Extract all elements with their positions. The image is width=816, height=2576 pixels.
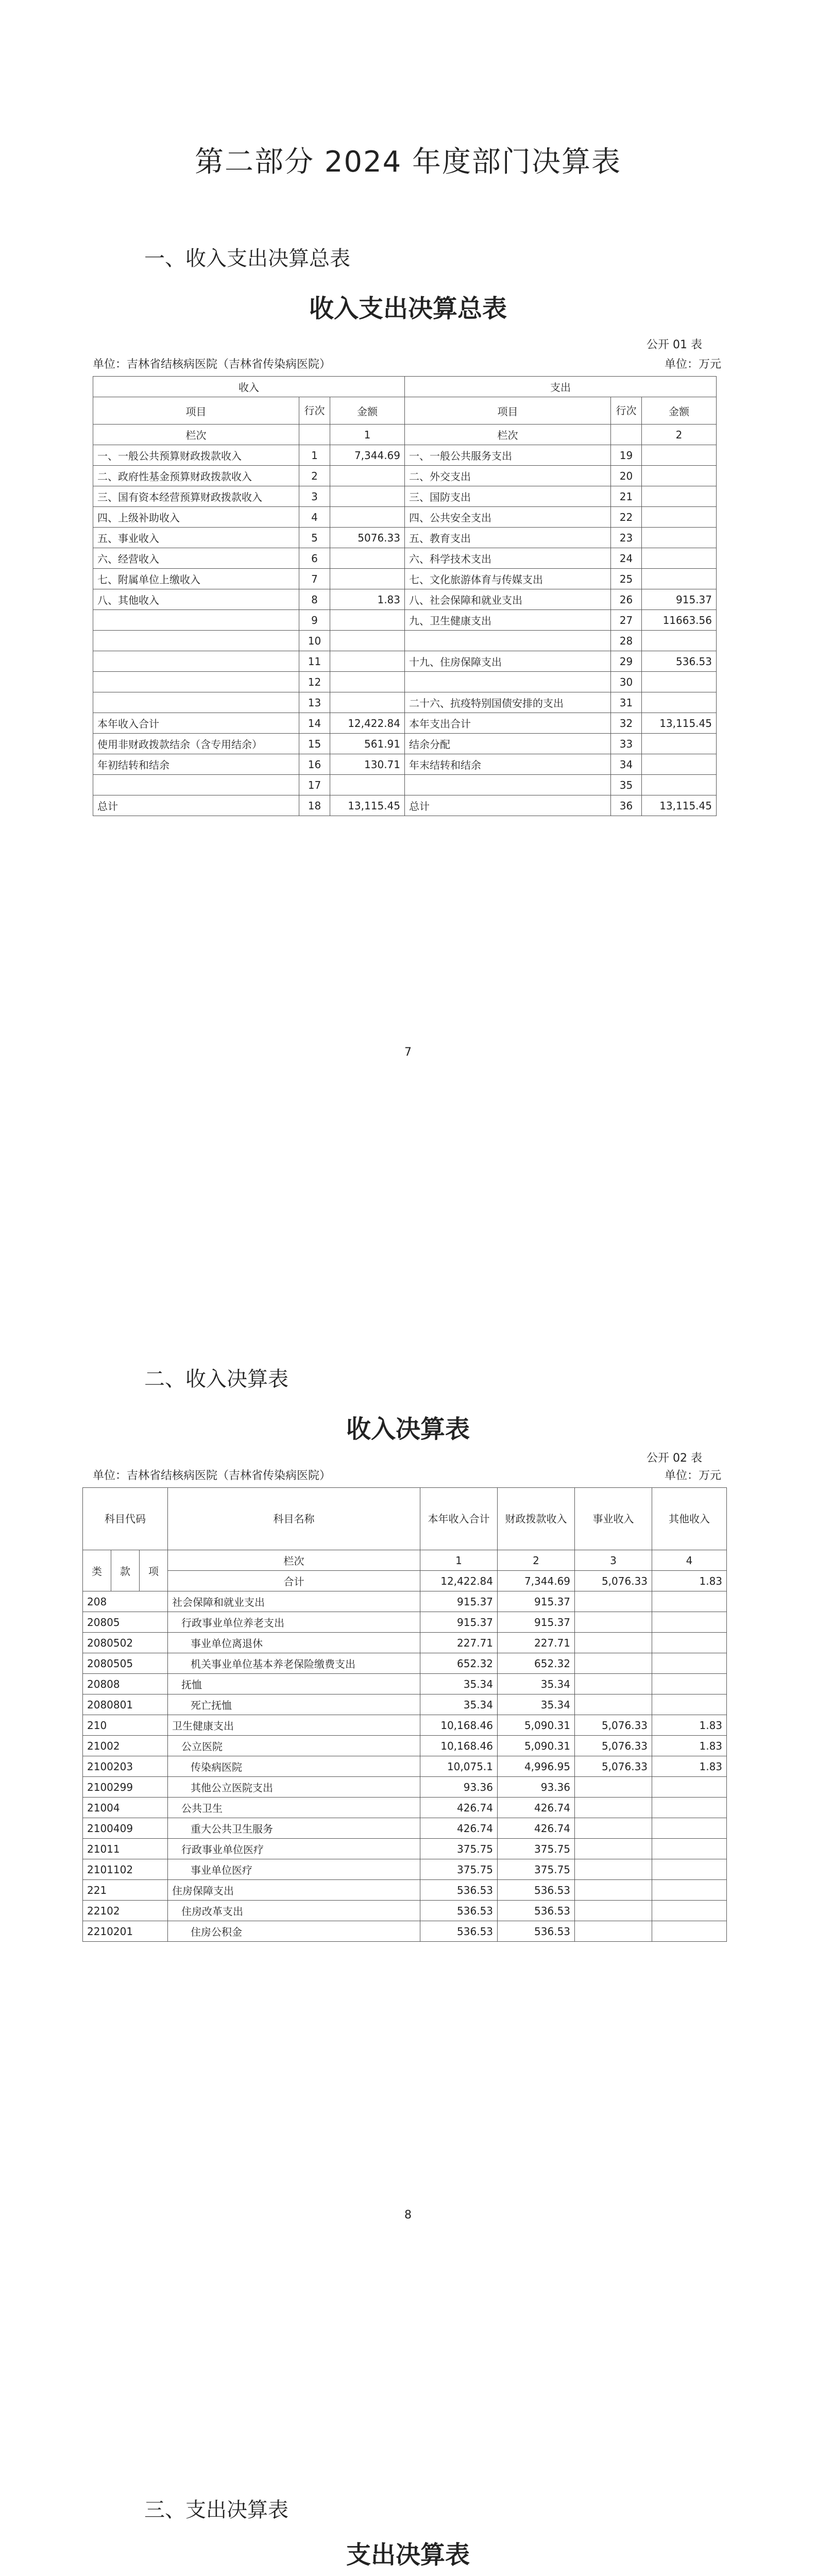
subject-name: 住房公积金 (168, 1921, 420, 1942)
total-value: 1.83 (652, 1571, 727, 1591)
subject-code: 2080801 (83, 1694, 168, 1715)
expense-row-number: 30 (611, 672, 642, 692)
other-income-value (652, 1591, 727, 1612)
income-row-number: 13 (299, 692, 330, 713)
expense-item: 五、教育支出 (405, 528, 611, 548)
total-income-value: 536.53 (420, 1901, 498, 1921)
income-row-number: 14 (299, 713, 330, 734)
subject-name: 传染病医院 (168, 1756, 420, 1777)
total-income-value: 426.74 (420, 1798, 498, 1818)
table-row (93, 672, 717, 692)
expense-row-number: 24 (611, 548, 642, 569)
total-income-value: 375.75 (420, 1839, 498, 1859)
expense-amount (642, 692, 717, 713)
total-label: 合计 (168, 1571, 420, 1591)
total-value: 12,422.84 (420, 1571, 498, 1591)
income-row-number: 12 (299, 672, 330, 692)
column-number: 2 (498, 1550, 575, 1571)
total-income-value: 10,075.1 (420, 1756, 498, 1777)
business-income-value (575, 1901, 652, 1921)
income-item: 使用非财政拨款结余（含专用结余） (93, 734, 299, 754)
page-2 (0, 1141, 816, 2287)
table-row (93, 631, 717, 651)
section-heading-income: 二、收入决算表 (144, 1367, 288, 1391)
income-row-number: 17 (299, 775, 330, 795)
expense-item: 二、外交支出 (405, 466, 611, 486)
unit-label: 单位：吉林省结核病医院（吉林省传染病医院） (93, 1469, 331, 1482)
income-item: 四、上级补助收入 (93, 507, 299, 528)
expense-item: 总计 (405, 795, 611, 816)
business-income-value (575, 1859, 652, 1880)
business-income-value (575, 1798, 652, 1818)
col-header-expense-row: 行次 (611, 397, 642, 425)
column-number-label: 栏次 (93, 425, 299, 445)
subject-name: 事业单位离退休 (168, 1633, 420, 1653)
expense-item: 二十六、抗疫特别国债安排的支出 (405, 692, 611, 713)
expense-amount (642, 507, 717, 528)
table-row (83, 1653, 727, 1674)
total-income-value: 375.75 (420, 1859, 498, 1880)
subject-name: 公共卫生 (168, 1798, 420, 1818)
income-item (93, 651, 299, 672)
table-row (83, 1921, 727, 1942)
expense-row-number: 26 (611, 589, 642, 610)
income-item (93, 692, 299, 713)
fiscal-income-value: 426.74 (498, 1818, 575, 1839)
income-amount (330, 692, 405, 713)
table-title-expense: 支出决算表 (346, 2540, 470, 2569)
business-income-value (575, 1818, 652, 1839)
other-income-value: 1.83 (652, 1715, 727, 1736)
column-number: 1 (330, 425, 405, 445)
income-final-accounts-table (82, 1487, 727, 1942)
col-header-name: 科目名称 (168, 1488, 420, 1550)
table-row (83, 1694, 727, 1715)
total-income-value: 10,168.46 (420, 1736, 498, 1756)
business-income-value (575, 1777, 652, 1798)
subject-name: 重大公共卫生服务 (168, 1818, 420, 1839)
col-header-income-amount: 金额 (330, 397, 405, 425)
fiscal-income-value: 426.74 (498, 1798, 575, 1818)
subject-code: 20808 (83, 1674, 168, 1694)
page-number: 7 (404, 1046, 412, 1059)
other-income-value (652, 1880, 727, 1901)
income-row-number: 5 (299, 528, 330, 548)
page-3 (0, 2287, 816, 2576)
section-heading-income-expense-summary: 一、收入支出决算总表 (144, 247, 350, 270)
page-number: 8 (404, 2209, 412, 2222)
col-header-code: 科目代码 (83, 1488, 168, 1550)
subject-name: 行政事业单位医疗 (168, 1839, 420, 1859)
income-amount: 13,115.45 (330, 795, 405, 816)
expense-row-number: 20 (611, 466, 642, 486)
income-item: 本年收入合计 (93, 713, 299, 734)
total-income-value: 93.36 (420, 1777, 498, 1798)
other-income-value (652, 1694, 727, 1715)
expense-item: 十九、住房保障支出 (405, 651, 611, 672)
subject-code: 22102 (83, 1901, 168, 1921)
expense-row-number: 34 (611, 754, 642, 775)
fiscal-income-value: 536.53 (498, 1921, 575, 1942)
income-row-number: 2 (299, 466, 330, 486)
money-unit-label: 单位：万元 (665, 1469, 722, 1482)
business-income-value (575, 1612, 652, 1633)
table-row (93, 589, 717, 610)
total-income-value: 652.32 (420, 1653, 498, 1674)
table-row (93, 754, 717, 775)
table-title-income: 收入决算表 (346, 1415, 470, 1444)
income-expense-summary-table (93, 376, 717, 816)
col-header-other-income: 其他收入 (652, 1488, 727, 1550)
expense-amount (642, 548, 717, 569)
column-number: 2 (642, 425, 717, 445)
income-item: 六、经营收入 (93, 548, 299, 569)
col-header-income-row: 行次 (299, 397, 330, 425)
income-row-number: 9 (299, 610, 330, 631)
fiscal-income-value: 4,996.95 (498, 1756, 575, 1777)
income-row-number: 6 (299, 548, 330, 569)
expense-amount: 11663.56 (642, 610, 717, 631)
table-row (93, 528, 717, 548)
expense-item (405, 672, 611, 692)
business-income-value (575, 1694, 652, 1715)
other-income-value (652, 1839, 727, 1859)
expense-amount: 536.53 (642, 651, 717, 672)
expense-amount: 13,115.45 (642, 795, 717, 816)
income-amount (330, 651, 405, 672)
expense-item: 八、社会保障和就业支出 (405, 589, 611, 610)
income-row-number: 7 (299, 569, 330, 589)
table-row (93, 713, 717, 734)
income-item (93, 775, 299, 795)
total-value: 5,076.33 (575, 1571, 652, 1591)
col-header-fiscal-income: 财政拨款收入 (498, 1488, 575, 1550)
subject-code: 21002 (83, 1736, 168, 1756)
income-row-number: 15 (299, 734, 330, 754)
income-amount: 1.83 (330, 589, 405, 610)
business-income-value (575, 1880, 652, 1901)
income-amount (330, 610, 405, 631)
other-income-value (652, 1859, 727, 1880)
table-row (83, 1818, 727, 1839)
subject-name: 死亡抚恤 (168, 1694, 420, 1715)
other-income-value (652, 1921, 727, 1942)
income-row-number: 1 (299, 445, 330, 466)
income-amount (330, 507, 405, 528)
income-amount (330, 486, 405, 507)
table-row (93, 775, 717, 795)
total-income-value: 10,168.46 (420, 1715, 498, 1736)
income-item (93, 672, 299, 692)
col-header-lei: 类 (83, 1550, 111, 1591)
total-income-value: 536.53 (420, 1880, 498, 1901)
column-number: 4 (652, 1550, 727, 1571)
subject-code: 210 (83, 1715, 168, 1736)
income-row-number: 8 (299, 589, 330, 610)
other-income-value: 1.83 (652, 1736, 727, 1756)
expense-row-number: 19 (611, 445, 642, 466)
table-row (83, 1633, 727, 1653)
subject-code: 2100299 (83, 1777, 168, 1798)
income-row-number: 16 (299, 754, 330, 775)
table-row (93, 548, 717, 569)
fiscal-income-value: 5,090.31 (498, 1715, 575, 1736)
fiscal-income-value: 652.32 (498, 1653, 575, 1674)
total-income-value: 915.37 (420, 1591, 498, 1612)
expense-row-number: 31 (611, 692, 642, 713)
total-income-value: 227.71 (420, 1633, 498, 1653)
expense-row-number: 36 (611, 795, 642, 816)
expense-item: 九、卫生健康支出 (405, 610, 611, 631)
business-income-value (575, 1839, 652, 1859)
expense-item: 六、科学技术支出 (405, 548, 611, 569)
expense-row-number: 22 (611, 507, 642, 528)
table-row (93, 507, 717, 528)
fiscal-income-value: 5,090.31 (498, 1736, 575, 1756)
expense-row-number: 21 (611, 486, 642, 507)
other-income-value (652, 1777, 727, 1798)
income-amount (330, 466, 405, 486)
col-header-total-income: 本年收入合计 (420, 1488, 498, 1550)
column-number: 1 (420, 1550, 498, 1571)
business-income-value (575, 1633, 652, 1653)
subject-code: 2100203 (83, 1756, 168, 1777)
col-header-expense-amount: 金额 (642, 397, 717, 425)
income-item: 年初结转和结余 (93, 754, 299, 775)
expense-amount (642, 775, 717, 795)
form-number: 公开 01 表 (647, 338, 702, 351)
expense-item: 七、文化旅游体育与传媒支出 (405, 569, 611, 589)
section-heading-expense: 三、支出决算表 (144, 2498, 288, 2522)
expense-row-number: 25 (611, 569, 642, 589)
table-row (83, 1798, 727, 1818)
income-item: 总计 (93, 795, 299, 816)
income-amount (330, 569, 405, 589)
subject-code: 2080502 (83, 1633, 168, 1653)
income-amount: 7,344.69 (330, 445, 405, 466)
expense-row-number: 35 (611, 775, 642, 795)
subject-name: 公立医院 (168, 1736, 420, 1756)
expense-amount (642, 528, 717, 548)
business-income-value (575, 1674, 652, 1694)
subject-code: 21011 (83, 1839, 168, 1859)
fiscal-income-value: 227.71 (498, 1633, 575, 1653)
expense-row-number: 28 (611, 631, 642, 651)
other-income-value (652, 1653, 727, 1674)
table-row (93, 651, 717, 672)
fiscal-income-value: 375.75 (498, 1839, 575, 1859)
other-income-value (652, 1818, 727, 1839)
expense-amount (642, 734, 717, 754)
fiscal-income-value: 35.34 (498, 1694, 575, 1715)
other-income-value (652, 1633, 727, 1653)
expense-amount (642, 631, 717, 651)
total-income-value: 536.53 (420, 1921, 498, 1942)
subject-name: 机关事业单位基本养老保险缴费支出 (168, 1653, 420, 1674)
column-number: 3 (575, 1550, 652, 1571)
business-income-value (575, 1591, 652, 1612)
column-number-label: 栏次 (405, 425, 611, 445)
table-row (83, 1777, 727, 1798)
expense-row-number: 27 (611, 610, 642, 631)
subject-name: 住房改革支出 (168, 1901, 420, 1921)
expense-item: 三、国防支出 (405, 486, 611, 507)
table-row (93, 692, 717, 713)
total-income-value: 915.37 (420, 1612, 498, 1633)
table-row (83, 1901, 727, 1921)
table-row (93, 466, 717, 486)
income-amount: 5076.33 (330, 528, 405, 548)
subject-code: 2080505 (83, 1653, 168, 1674)
fiscal-income-value: 375.75 (498, 1859, 575, 1880)
business-income-value (575, 1653, 652, 1674)
col-header-kuan: 款 (111, 1550, 140, 1591)
table-row (93, 610, 717, 631)
income-amount (330, 631, 405, 651)
business-income-value: 5,076.33 (575, 1756, 652, 1777)
table-row (83, 1756, 727, 1777)
form-number: 公开 02 表 (647, 1452, 702, 1465)
income-amount (330, 672, 405, 692)
subject-code: 2100409 (83, 1818, 168, 1839)
fiscal-income-value: 536.53 (498, 1901, 575, 1921)
subject-name: 社会保障和就业支出 (168, 1591, 420, 1612)
table-row (83, 1674, 727, 1694)
business-income-value: 5,076.33 (575, 1736, 652, 1756)
expense-row-number: 32 (611, 713, 642, 734)
col-header-xiang: 项 (140, 1550, 168, 1591)
expense-item: 一、一般公共服务支出 (405, 445, 611, 466)
other-income-value (652, 1674, 727, 1694)
subject-code: 221 (83, 1880, 168, 1901)
income-item (93, 610, 299, 631)
subject-code: 2101102 (83, 1859, 168, 1880)
page-1 (0, 0, 816, 1141)
expense-item (405, 775, 611, 795)
income-row-number: 18 (299, 795, 330, 816)
fiscal-income-value: 35.34 (498, 1674, 575, 1694)
business-income-value: 5,076.33 (575, 1715, 652, 1736)
income-item: 三、国有资本经营预算财政拨款收入 (93, 486, 299, 507)
expense-amount (642, 754, 717, 775)
table-row (83, 1591, 727, 1612)
other-income-value (652, 1612, 727, 1633)
table-row (83, 1612, 727, 1633)
table-row (93, 445, 717, 466)
total-income-value: 35.34 (420, 1694, 498, 1715)
table-row (93, 486, 717, 507)
table-title-income-expense-summary: 收入支出决算总表 (309, 294, 507, 323)
income-item: 八、其他收入 (93, 589, 299, 610)
subject-name: 行政事业单位养老支出 (168, 1612, 420, 1633)
total-income-value: 426.74 (420, 1818, 498, 1839)
subject-name: 事业单位医疗 (168, 1859, 420, 1880)
table-row (93, 795, 717, 816)
expense-amount (642, 672, 717, 692)
income-amount (330, 548, 405, 569)
subject-code: 20805 (83, 1612, 168, 1633)
income-row-number: 11 (299, 651, 330, 672)
income-row-number: 10 (299, 631, 330, 651)
col-header-expense-item: 项目 (405, 397, 611, 425)
expense-amount (642, 466, 717, 486)
other-income-value (652, 1798, 727, 1818)
income-amount: 12,422.84 (330, 713, 405, 734)
other-income-value (652, 1901, 727, 1921)
column-number-label: 栏次 (168, 1550, 420, 1571)
expense-item: 本年支出合计 (405, 713, 611, 734)
income-item (93, 631, 299, 651)
expense-amount: 13,115.45 (642, 713, 717, 734)
fiscal-income-value: 93.36 (498, 1777, 575, 1798)
col-header-income-item: 项目 (93, 397, 299, 425)
table-row (83, 1715, 727, 1736)
income-amount: 130.71 (330, 754, 405, 775)
fiscal-income-value: 536.53 (498, 1880, 575, 1901)
expense-row-number: 23 (611, 528, 642, 548)
subject-name: 住房保障支出 (168, 1880, 420, 1901)
other-income-value: 1.83 (652, 1756, 727, 1777)
expense-amount (642, 486, 717, 507)
expense-amount (642, 569, 717, 589)
money-unit-label: 单位：万元 (665, 358, 722, 371)
group-header-income: 收入 (93, 377, 405, 397)
expense-item (405, 631, 611, 651)
unit-label: 单位：吉林省结核病医院（吉林省传染病医院） (93, 358, 331, 371)
expense-amount: 915.37 (642, 589, 717, 610)
income-row-number: 3 (299, 486, 330, 507)
subject-name: 其他公立医院支出 (168, 1777, 420, 1798)
income-item: 一、一般公共预算财政拨款收入 (93, 445, 299, 466)
income-row-number: 4 (299, 507, 330, 528)
income-amount (330, 775, 405, 795)
business-income-value (575, 1921, 652, 1942)
expense-row-number: 29 (611, 651, 642, 672)
table-row (83, 1736, 727, 1756)
subject-code: 208 (83, 1591, 168, 1612)
total-value: 7,344.69 (498, 1571, 575, 1591)
income-item: 五、事业收入 (93, 528, 299, 548)
total-income-value: 35.34 (420, 1674, 498, 1694)
income-item: 二、政府性基金预算财政拨款收入 (93, 466, 299, 486)
subject-name: 卫生健康支出 (168, 1715, 420, 1736)
fiscal-income-value: 915.37 (498, 1612, 575, 1633)
subject-name: 抚恤 (168, 1674, 420, 1694)
expense-amount (642, 445, 717, 466)
table-row (93, 569, 717, 589)
col-header-business-income: 事业收入 (575, 1488, 652, 1550)
expense-item: 年末结转和结余 (405, 754, 611, 775)
table-row (83, 1839, 727, 1859)
table-row (83, 1880, 727, 1901)
expense-item: 结余分配 (405, 734, 611, 754)
group-header-expense: 支出 (405, 377, 717, 397)
expense-item: 四、公共安全支出 (405, 507, 611, 528)
table-row (83, 1859, 727, 1880)
fiscal-income-value: 915.37 (498, 1591, 575, 1612)
expense-row-number: 33 (611, 734, 642, 754)
document-title: 第二部分 2024 年度部门决算表 (194, 145, 622, 179)
table-row (93, 734, 717, 754)
subject-code: 21004 (83, 1798, 168, 1818)
income-amount: 561.91 (330, 734, 405, 754)
subject-code: 2210201 (83, 1921, 168, 1942)
income-item: 七、附属单位上缴收入 (93, 569, 299, 589)
